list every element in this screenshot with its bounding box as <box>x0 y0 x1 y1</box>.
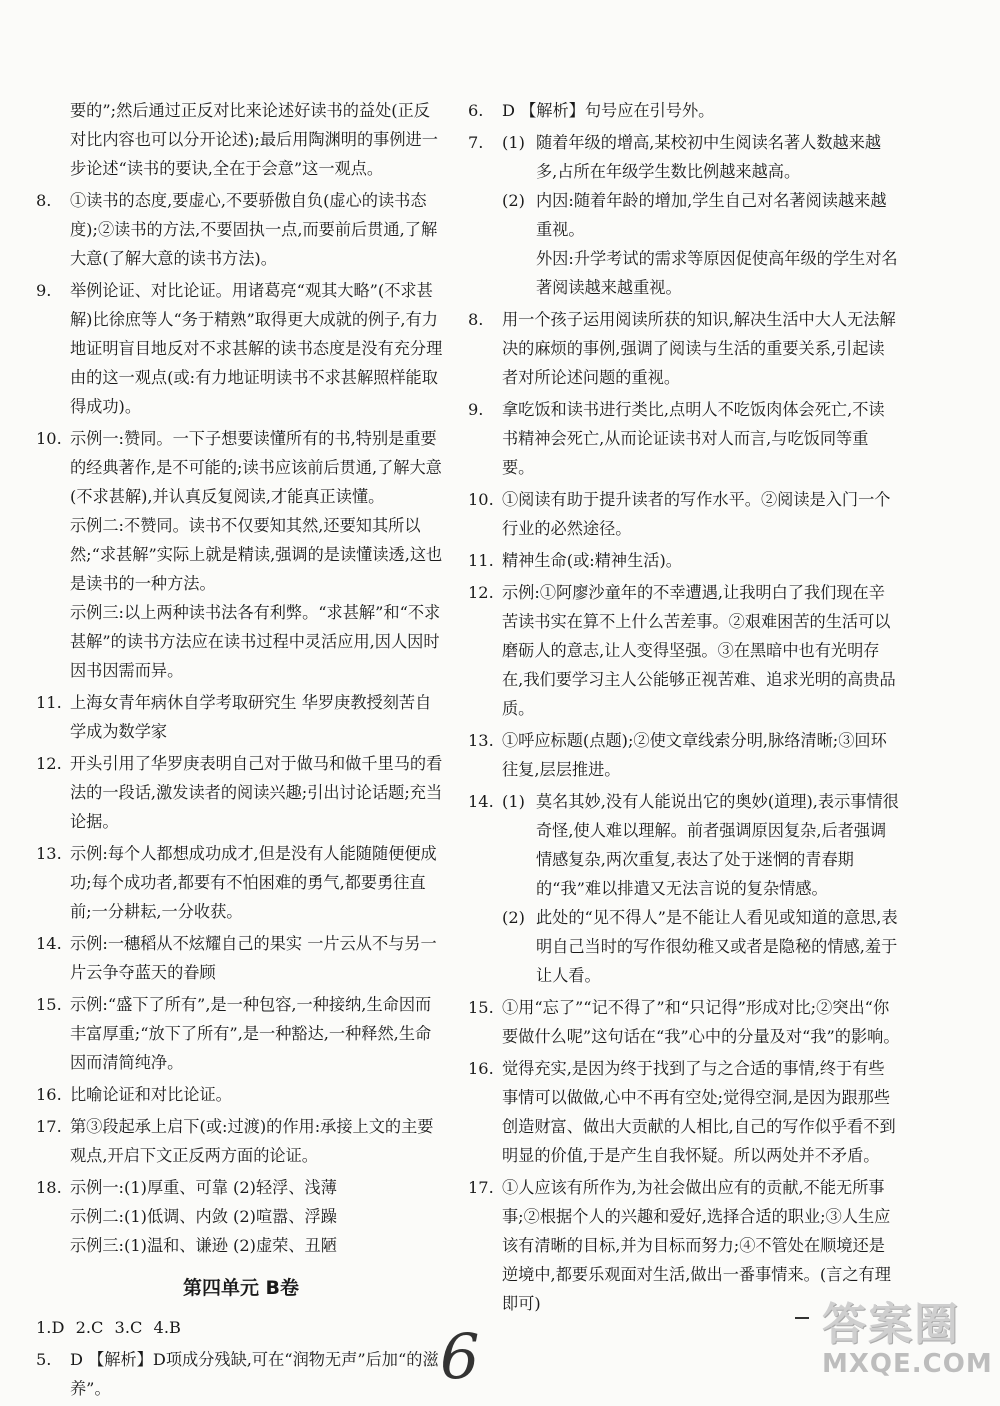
sub-number: (2) <box>502 908 525 927</box>
watermark-url: MXQE.COM <box>822 1349 993 1379</box>
item-number: 17. <box>468 1178 494 1197</box>
answer-text: 第③段起承上启下(或:过渡)的作用:承接上文的主要观点,开启下文正反两方面的论证。 <box>70 1117 434 1165</box>
answer-text: ①呼应标题(点题);②使文章线索分明,脉络清晰;③回环往复,层层推进。 <box>502 731 887 779</box>
answer-text: 要的”;然后通过正反对比来论述好读书的益处(正反对比内容也可以分开论述);最后用陶渊明的事例进一步论述“读书的要诀,全在于会意”这一观点。 <box>70 101 438 178</box>
answer-text: 拿吃饭和读书进行类比,点明人不吃饭肉体会死亡,不读书精神会死亡,从而论证读书对人而言,与吃饭同等重要。 <box>502 400 885 477</box>
item-number: 14. <box>468 792 494 811</box>
item-number: 10. <box>468 490 494 509</box>
answer-item-12 <box>36 749 446 836</box>
left-column <box>36 96 446 1406</box>
answer-text-example-3: 示例三:以上两种读书法各有利弊。“求甚解”和“不求甚解”的读书方法应在读书过程中灵活应用,因人因时因书因需而异。 <box>70 603 441 680</box>
answer-item-13 <box>468 726 900 784</box>
item-number: 17. <box>36 1117 62 1136</box>
answer-text: 精神生命(或:精神生活)。 <box>502 551 682 570</box>
answer-text: 示例:“盛下了所有”,是一种包容,一种接纳,生命因而丰富厚重;“放下了所有”,是一种豁达,一种释然,生命因而清简纯净。 <box>70 995 432 1072</box>
answer-item-9 <box>36 276 446 421</box>
multiple-choice-answers: 1.D 2.C 3.C 4.B <box>36 1318 181 1337</box>
item-number: 7. <box>468 133 484 152</box>
answer-text: D 【解析】句号应在引号外。 <box>502 101 715 120</box>
answer-item-13 <box>36 839 446 926</box>
sub-number: (1) <box>502 133 525 152</box>
answer-item-15 <box>468 993 900 1051</box>
answer-item-11 <box>468 546 900 575</box>
answer-text: 示例一:(1)厚重、可靠 (2)轻浮、浅薄 <box>70 1178 337 1197</box>
answer-text: 觉得充实,是因为终于找到了与之合适的事情,终于有些事情可以做做,心中不再有空处;觉得空洞,是因为跟那些创造财富、做出大贡献的人相比,自己的写作似乎看不到明显的价值,于是产生自我怀疑。所以两处并不矛盾。 <box>502 1059 896 1165</box>
answer-item-16 <box>36 1080 446 1109</box>
answer-item-17 <box>36 1112 446 1170</box>
item-number: 15. <box>468 998 494 1017</box>
answer-text-example-2: 示例二:不赞同。读书不仅要知其然,还要知其所以然;“求甚解”实际上就是精读,强调的是读懂读透,这也是读书的一种方法。 <box>70 516 443 593</box>
item-number: 15. <box>36 995 62 1014</box>
item-number: 14. <box>36 934 62 953</box>
item-number: 5. <box>36 1350 52 1369</box>
answer-text: 示例一:赞同。一下子想要读懂所有的书,特别是重要的经典著作,是不可能的;读书应该前后贯通,了解大意(不求甚解),并认真反复阅读,才能真正读懂。 <box>70 429 442 506</box>
answer-item-8 <box>468 305 900 392</box>
item-number: 13. <box>36 844 62 863</box>
answer-item-17 <box>468 1173 900 1318</box>
answer-item-continued <box>36 96 446 183</box>
watermark-logo-text: 答案圈 <box>822 1299 960 1350</box>
handwritten-page-number: 6 <box>440 1320 480 1393</box>
answer-text: 示例:①阿廖沙童年的不幸遭遇,让我明白了我们现在辛苦读书实在算不上什么苦差事。②艰难困苦的生活可以磨砺人的意志,让人变得坚强。③在黑暗中也有光明存在,我们要学习主人公能够正视苦难、追求光明的高贵品质。 <box>502 583 896 718</box>
answer-text: 用一个孩子运用阅读所获的知识,解决生活中大人无法解决的麻烦的事例,强调了阅读与生活的重要关系,引起读者对所论述问题的重视。 <box>502 310 896 387</box>
answer-text-example-2: 示例二:(1)低调、内敛 (2)喧嚣、浮躁 <box>70 1207 337 1226</box>
item-number: 16. <box>36 1085 62 1104</box>
answer-item-6 <box>468 96 900 125</box>
sub-answer-extra: 外因:升学考试的需求等原因促使高年级的学生对名著阅读越来越重视。 <box>536 249 898 297</box>
item-number: 11. <box>36 693 62 712</box>
answer-item-10 <box>468 485 900 543</box>
answer-item-10 <box>36 424 446 685</box>
answer-text: 示例:一穗稻从不炫耀自己的果实 一片云从不与另一片云争夺蓝天的眷顾 <box>70 934 437 982</box>
answer-text: ①用“忘了”“记不得了”和“只记得”形成对比;②突出“你要做什么呢”这句话在“我”心中的分量及对“我”的影响。 <box>502 998 900 1046</box>
answer-text: D 【解析】D项成分残缺,可在“润物无声”后加“的滋养”。 <box>70 1350 439 1398</box>
sub-answer-text: 此处的“见不得人”是不能让人看见或知道的意思,表明自己当时的写作很幼稚又或者是隐秘的情感,羞于让人看。 <box>536 908 898 985</box>
sub-answer-1 <box>502 128 900 186</box>
item-number: 10. <box>36 429 62 448</box>
sub-answer-2 <box>502 903 900 990</box>
answer-item-16 <box>468 1054 900 1170</box>
answer-item-18 <box>36 1173 446 1260</box>
item-number: 8. <box>468 310 484 329</box>
item-number: 13. <box>468 731 494 750</box>
answer-text: ①人应该有所作为,为社会做出应有的贡献,不能无所事事;②根据个人的兴趣和爱好,选择合适的职业;③人生应该有清晰的目标,并为目标而努力;④不管处在顺境还是逆境中,都要乐观面对生活,做出一番事情来。(言之有理即可) <box>502 1178 891 1313</box>
sub-answer-text: 内因:随着年龄的增加,学生自己对名著阅读越来越重视。 <box>536 191 887 239</box>
item-number: 8. <box>36 191 52 210</box>
sub-answer-text: 莫名其妙,没有人能说出它的奥妙(道理),表示事情很奇怪,使人难以理解。前者强调原因复杂,后者强调情感复杂,两次重复,表达了处于迷惘的青春期的“我”难以排遣又无法言说的复杂情感。 <box>536 792 899 898</box>
answer-item-7 <box>468 128 900 302</box>
answer-item-8 <box>36 186 446 273</box>
sub-number: (2) <box>502 191 525 210</box>
item-number: 6. <box>468 101 484 120</box>
answer-text: 示例:每个人都想成功成才,但是没有人能随随便便成功;每个成功者,都要有不怕困难的勇气,都要勇往直前;一分耕耘,一分收获。 <box>70 844 437 921</box>
sub-number: (1) <box>502 792 525 811</box>
item-number: 9. <box>36 281 52 300</box>
answer-text: 开头引用了华罗庚表明自己对于做马和做千里马的看法的一段话,激发读者的阅读兴趣;引出讨论话题;充当论据。 <box>70 754 443 831</box>
right-column <box>468 96 900 1321</box>
answer-item-11 <box>36 688 446 746</box>
sub-answer-text: 随着年级的增高,某校初中生阅读名著人数越来越多,占所在年级学生数比例越来越高。 <box>536 133 882 181</box>
site-watermark <box>822 1300 994 1382</box>
answer-text: 比喻论证和对比论证。 <box>70 1085 232 1104</box>
item-number: 18. <box>36 1178 62 1197</box>
answer-text-example-3: 示例三:(1)温和、谦逊 (2)虚荣、丑陋 <box>70 1236 337 1255</box>
answer-item-12 <box>468 578 900 723</box>
answer-text: ①阅读有助于提升读者的写作水平。②阅读是入门一个行业的必然途径。 <box>502 490 891 538</box>
item-number: 11. <box>468 551 494 570</box>
section-heading: 第四单元 B卷 <box>182 1277 300 1299</box>
item-number: 9. <box>468 400 484 419</box>
item-number: 12. <box>468 583 494 602</box>
answer-item-9 <box>468 395 900 482</box>
sub-answer-2 <box>502 186 900 302</box>
answer-item-14 <box>36 929 446 987</box>
divider-dash <box>795 1317 809 1319</box>
answer-item-15 <box>36 990 446 1077</box>
answer-item-5 <box>36 1345 446 1403</box>
answer-item-14 <box>468 787 900 990</box>
answer-text: 举例论证、对比论证。用诸葛亮“观其大略”(不求甚解)比徐庶等人“务于精熟”取得更大成就的例子,有力地证明盲目地反对不求甚解的读书态度是没有充分理由的这一观点(或:有力地证明读书不求甚解照样能取得成功)。 <box>70 281 443 416</box>
item-number: 12. <box>36 754 62 773</box>
answer-text: ①读书的态度,要虚心,不要骄傲自负(虚心的读书态度);②读书的方法,不要固执一点,而要前后贯通,了解大意(了解大意的读书方法)。 <box>70 191 438 268</box>
item-number: 16. <box>468 1059 494 1078</box>
answer-text: 上海女青年病休自学考取研究生 华罗庚教授刻苦自学成为数学家 <box>70 693 432 741</box>
sub-answer-1 <box>502 787 900 903</box>
